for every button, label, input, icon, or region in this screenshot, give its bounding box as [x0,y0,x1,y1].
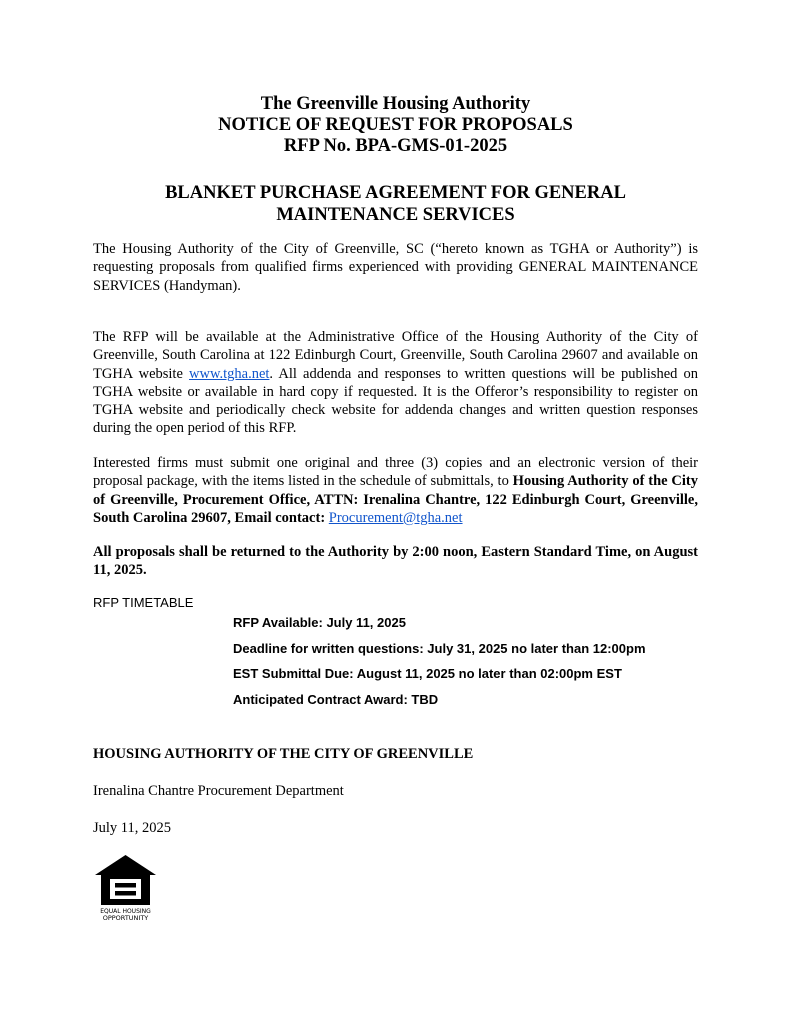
signature-organization: HOUSING AUTHORITY OF THE CITY OF GREENVILLE [93,746,474,762]
timetable-item: EST Submittal Due: August 11, 2025 no later than 02:00pm EST [233,666,622,681]
submission-text: Interested firms must submit one original and three (3) copies and an electronic version of their proposal package, with the items listed in the schedule of submittals, to [93,455,698,490]
rfp-title-line-2: MAINTENANCE SERVICES [276,205,515,225]
timetable-label: RFP TIMETABLE [93,595,194,610]
equal-housing-opportunity-icon [93,853,158,923]
timetable-item: Anticipated Contract Award: TBD [233,691,439,707]
availability-text-2: . All addenda and responses to written questions will be published on TGHA website or available in hard copy if requested. It is the Offeror’s responsibility to register on TGHA website and periodically check website for addenda changes and written question responses during the open period of this RFP. [93,365,699,437]
website-link[interactable]: www.tgha.net [189,365,270,382]
signature-date: July 11, 2025 [93,820,172,836]
timetable-item: Deadline for written questions: July 31, 2025 no later than 12:00pm [233,640,646,656]
rfp-number: RFP No. BPA-GMS-01-2025 [283,136,508,156]
svg-text:EQUAL HOUSING: EQUAL HOUSING [100,908,151,915]
intro-paragraph: The Housing Authority of the City of Greenville, SC (“hereto known as TGHA or Authority”) is requesting proposals from qualified firms experienced with providing GENERAL MAINTENANCE SERVICES (Handyman). [93,241,698,294]
availability-text-1: The RFP will be available at the Administrative Office of the Housing Authority of the City of Greenville, South Carolina at 122 Edinburgh Court, Greenville, South Carolina 29607 and available on TGHA website [93,329,698,382]
signature-name: Irenalina Chantre Procurement Department [93,783,344,799]
rfp-title-line-1: BLANKET PURCHASE AGREEMENT FOR GENERAL [165,183,626,203]
svg-text:OPPORTUNITY: OPPORTUNITY [102,914,149,922]
rfp-title [0,182,791,226]
availability-paragraph [93,328,698,438]
email-link[interactable]: Procurement@tgha.net [328,509,463,526]
submission-address: Housing Authority of the City of Greenville, Procurement Office, ATTN: Irenalina Chantre, 122 Edinburgh Court, Greenville, South Carolina 29607, Email contact: [93,473,698,526]
authority-name: The Greenville Housing Authority [260,94,531,114]
notice-title: NOTICE OF REQUEST FOR PROPOSALS [218,115,573,135]
deadline-text: All proposals shall be returned to the Authority by 2:00 noon, Eastern Standard Time, on August 11, 2025. [93,544,698,579]
notice-header [0,94,791,157]
deadline-paragraph [93,543,698,580]
timetable-item: RFP Available: July 11, 2025 [233,615,406,630]
submission-paragraph [93,454,698,527]
timetable-list [233,610,646,712]
